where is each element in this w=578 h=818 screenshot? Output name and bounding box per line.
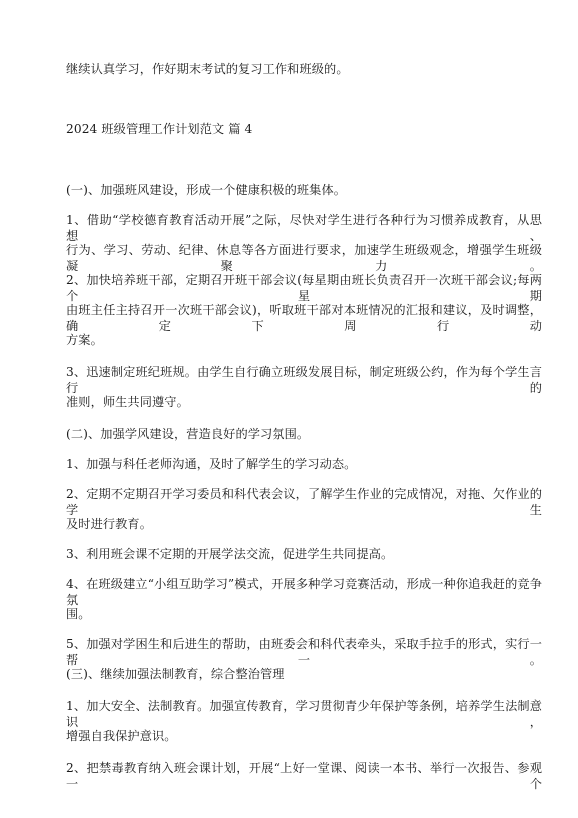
paragraph-line: 继续认真学习，作好期末考试的复习工作和班级的。 (66, 62, 349, 76)
paragraph-line: 及时进行教育。 (66, 517, 153, 531)
paragraph-line: 围。 (66, 607, 91, 621)
paragraph-line: 增强自我保护意识。 (66, 729, 177, 743)
paragraph-line: 2、把禁毒教育纳入班会课计划，开展“上好一堂课、阅读一本书、举行一次报告、参观一个 (66, 761, 542, 791)
paragraph-line: 行为、学习、劳动、纪律、休息等各方面进行要求，加速学生班级观念，增强学生班级凝聚力。 (66, 243, 542, 273)
section-heading: (一)、加强班风建设，形成一个健康积极的班集体。 (66, 183, 347, 197)
paragraph-line: 3、利用班会课不定期的开展学法交流，促进学生共同提高。 (66, 547, 394, 561)
paragraph-line: 1、借助“学校德育教育活动开展”之际，尽快对学生进行各种行为习惯养成教育，从思想、 (66, 213, 542, 243)
paragraph-line: 4、在班级建立“小组互助学习”模式，开展多种学习竞赛活动，形成一种你追我赶的竞争氛 (66, 577, 542, 607)
paragraph-line: 3、迅速制定班纪班规。由学生自行确立班级发展目标，制定班级公约，作为每个学生言行的 (66, 365, 542, 395)
paragraph-line: 1、加大安全、法制教育。加强宣传教育，学习贯彻青少年保护等条例，培养学生法制意识， (66, 699, 542, 729)
section-heading: (三)、继续加强法制教育，综合整治管理 (66, 667, 285, 681)
paragraph-line: 方案。 (66, 333, 103, 347)
section-heading: (二)、加强学风建设，营造良好的学习氛围。 (66, 427, 310, 441)
paragraph-line: 2、定期不定期召开学习委员和科代表会议，了解学生作业的完成情况，对拖、欠作业的学生 (66, 487, 542, 517)
paragraph-line: 由班主任主持召开一次班干部会议)，听取班干部对本班情况的汇报和建议，及时调整，确定下周行动 (66, 303, 542, 333)
paragraph-line: 2、加快培养班干部，定期召开班干部会议(每星期由班长负责召开一次班干部会议;每两个星期 (66, 273, 542, 303)
section-title: 2024 班级管理工作计划范文 篇 4 (66, 122, 253, 136)
paragraph-line: 5、加强对学困生和后进生的帮助，由班委会和科代表牵头，采取手拉手的形式，实行一帮一。 (66, 637, 542, 667)
paragraph-line: 准则，师生共同遵守。 (66, 395, 189, 409)
paragraph-line: 1、加强与科任老师沟通，及时了解学生的学习动态。 (66, 457, 357, 471)
